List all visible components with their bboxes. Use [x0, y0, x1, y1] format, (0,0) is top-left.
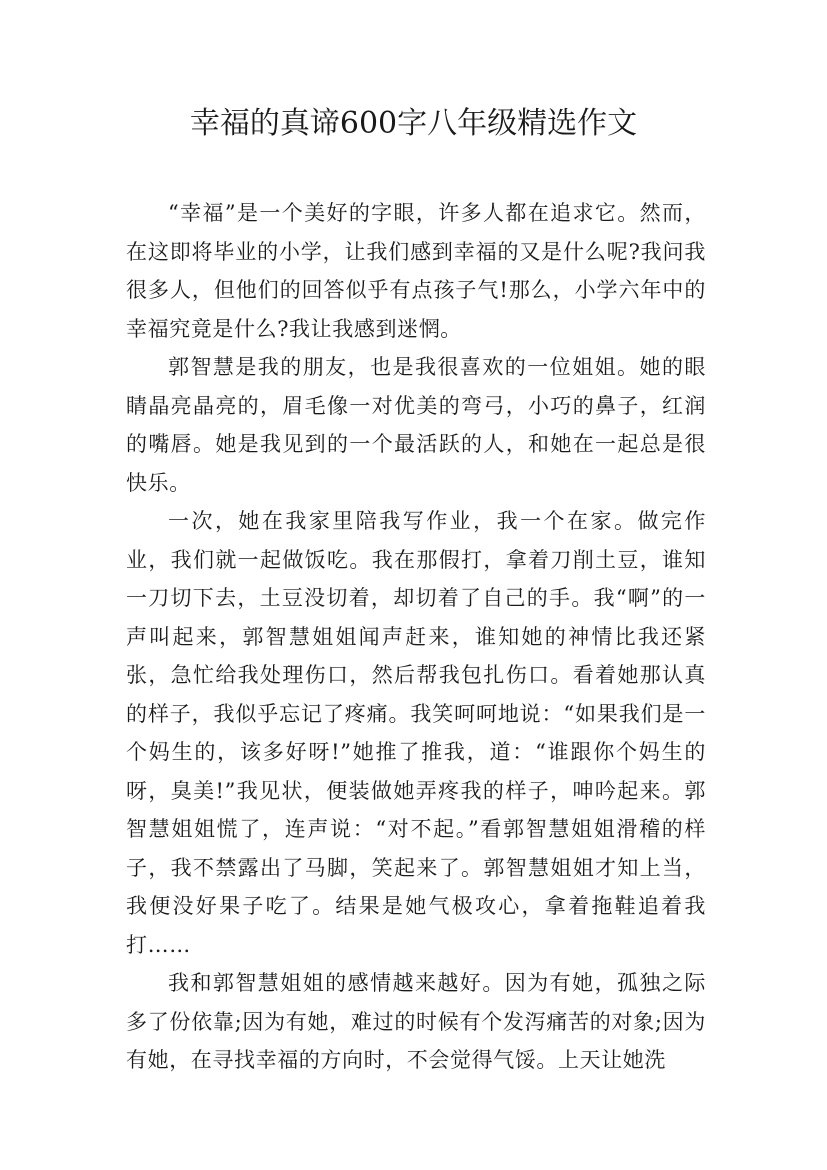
- paragraph-3: 一次，她在我家里陪我写作业，我一个在家。做完作业，我们就一起做饭吃。我在那假打，拿着刀削土豆，谁知一刀切下去，土豆没切着，却切着了自己的手。我“啊”的一声叫起来，郭智慧姐姐闻声赶来，谁知她的神情比我还紧张，急忙给我处理伤口，然后帮我包扎伤口。看着她那认真的样子，我似乎忘记了疼痛。我笑呵呵地说：“如果我们是一个妈生的，该多好呀!”她推了推我，道：“谁跟你个妈生的呀，臭美!”我见状，便装做她弄疼我的样子，呻吟起来。郭智慧姐姐慌了，连声说：“对不起。”看郭智慧姐姐滑稽的样子，我不禁露出了马脚，笑起来了。郭智慧姐姐才知上当，我便没好果子吃了。结果是她气极攻心，拿着拖鞋追着我打……: [126, 509, 706, 957]
- paragraph-1: “幸福”是一个美好的字眼，许多人都在追求它。然而，在这即将毕业的小学，让我们感到幸福的又是什么呢?我问我很多人，但他们的回答似乎有点孩子气!那么，小学六年中的幸福究竟是什么?我让我感到迷惘。: [126, 201, 706, 341]
- paragraph-2: 郭智慧是我的朋友，也是我很喜欢的一位姐姐。她的眼睛晶亮晶亮的，眉毛像一对优美的弯弓，小巧的鼻子，红润的嘴唇。她是我见到的一个最活跃的人，和她在一起总是很快乐。: [126, 355, 706, 495]
- paragraph-4: 我和郭智慧姐姐的感情越来越好。因为有她，孤独之际多了份依靠;因为有她，难过的时候有个发泻痛苦的对象;因为有她，在寻找幸福的方向时，不会觉得气馁。上天让她洗: [126, 971, 706, 1072]
- document-body: [126, 194, 706, 1080]
- document-title: 幸福的真谛600字八年级精选作文: [189, 106, 638, 141]
